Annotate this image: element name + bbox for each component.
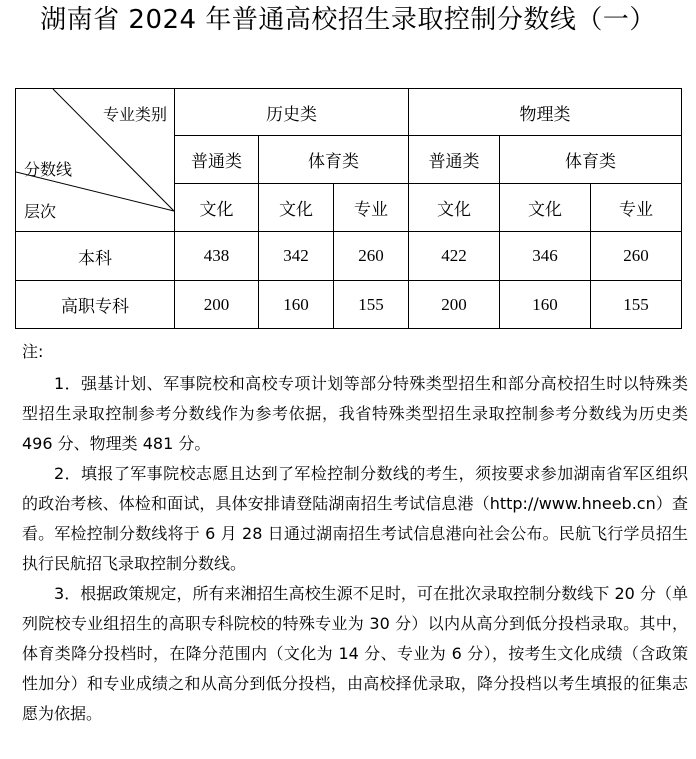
column-header: 专业 [591, 183, 682, 231]
page-title: 湖南省 2024 年普通高校招生录取控制分数线（一） [40, 5, 656, 35]
score-cell: 155 [334, 281, 409, 329]
notes-section [22, 337, 688, 729]
column-header: 文化 [500, 183, 591, 231]
subgroup-header: 体育类 [500, 136, 682, 183]
note-item: 2．填报了军事院校志愿且达到了军检控制分数线的考生，须按要求参加湖南省军区组织的政治考核、体检和面试，具体安排请登陆湖南招生考试信息港（http://www.hneeb.cn）查看。军检控制分数线将于 6 月 28 日通过湖南招生考试信息港向社会公布。民航飞行学员招生执行民航招飞录取控制分数线。 [22, 464, 688, 573]
score-cell: 260 [334, 232, 409, 281]
group-header-physics: 物理类 [409, 89, 682, 136]
table-corner-header [16, 89, 175, 232]
row-label: 本科 [16, 232, 175, 281]
score-cell: 155 [591, 281, 682, 329]
score-table [15, 88, 682, 329]
table-row [16, 232, 682, 281]
subgroup-header: 普通类 [409, 136, 500, 183]
note-item: 1．强基计划、军事院校和高校专项计划等部分特殊类型招生和部分高校招生时以特殊类型招生录取控制参考分数线作为参考依据，我省特殊类型招生录取控制参考分数线为历史类 496 分、物理类 481 分。 [22, 374, 688, 453]
column-header: 文化 [175, 183, 259, 231]
score-cell: 160 [259, 281, 334, 329]
column-header: 文化 [259, 183, 334, 231]
note-item: 3．根据政策规定，所有来湘招生高校生源不足时，可在批次录取控制分数线下 20 分（单列院校专业组招生的高职专科院校的特殊专业为 30 分）以内从高分到低分投档录取。其中，体育类降分投档时，在降分范围内（文化为 14 分、专业为 6 分），按考生文化成绩（含政策性加分）和专业成绩之和从高分到低分投档，由高校择优录取，降分投档以考生填报的征集志愿为依据。 [22, 584, 688, 723]
row-label: 高职专科 [16, 281, 175, 329]
score-cell: 342 [259, 232, 334, 281]
score-cell: 422 [409, 232, 500, 281]
corner-label-level: 层次 [24, 202, 57, 221]
table-row [16, 281, 682, 329]
score-cell: 438 [175, 232, 259, 281]
corner-label-score-line: 分数线 [24, 160, 73, 179]
score-cell: 260 [591, 232, 682, 281]
score-cell: 200 [175, 281, 259, 329]
notes-label: 注: [22, 342, 44, 361]
subgroup-header: 普通类 [175, 136, 259, 183]
corner-label-category: 专业类别 [102, 105, 167, 124]
score-cell: 160 [500, 281, 591, 329]
column-header: 文化 [409, 183, 500, 231]
score-cell: 346 [500, 232, 591, 281]
column-header: 专业 [334, 183, 409, 231]
subgroup-header: 体育类 [259, 136, 409, 183]
group-header-history: 历史类 [175, 89, 409, 136]
score-cell: 200 [409, 281, 500, 329]
